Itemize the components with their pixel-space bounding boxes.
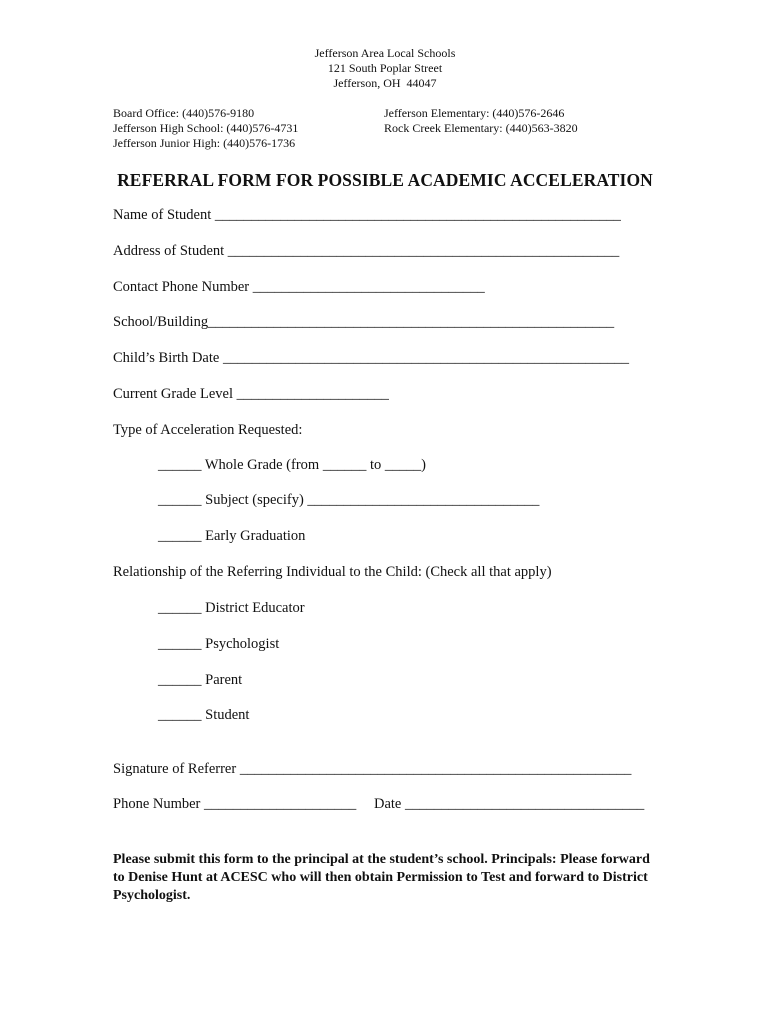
option-psychologist[interactable]: ______ Psychologist xyxy=(158,636,280,652)
relationship-heading: Relationship of the Referring Individual to the Child: (Check all that apply) xyxy=(113,564,552,580)
option-parent[interactable]: ______ Parent xyxy=(158,672,243,688)
org-city: Jefferson, OH 44047 xyxy=(333,76,437,90)
contact-rock-creek-elementary: Rock Creek Elementary: (440)563-3820 xyxy=(384,121,578,135)
org-street: 121 South Poplar Street xyxy=(327,61,443,75)
acceleration-heading: Type of Acceleration Requested: xyxy=(113,422,303,438)
birth-date-field[interactable]: Child’s Birth Date ________________________________________________________ xyxy=(113,350,629,366)
contact-jefferson-elementary: Jefferson Elementary: (440)576-2646 xyxy=(384,106,565,120)
option-district-educator[interactable]: ______ District Educator xyxy=(158,600,305,616)
contact-phone-field[interactable]: Contact Phone Number ________________________________ xyxy=(113,279,485,295)
student-address-field[interactable]: Address of Student ______________________________________________________ xyxy=(113,243,620,259)
grade-level-field[interactable]: Current Grade Level _____________________ xyxy=(113,386,389,402)
option-whole-grade[interactable]: ______ Whole Grade (from ______ to _____) xyxy=(158,457,426,473)
contact-high-school: Jefferson High School: (440)576-4731 xyxy=(113,121,299,135)
school-building-field[interactable]: School/Building________________________________________________________ xyxy=(113,314,615,330)
option-student[interactable]: ______ Student xyxy=(158,707,250,723)
phone-number-field[interactable]: Phone Number _____________________ xyxy=(113,796,357,812)
contact-board-office: Board Office: (440)576-9180 xyxy=(113,106,255,120)
contact-junior-high: Jefferson Junior High: (440)576-1736 xyxy=(113,136,296,150)
submission-instructions: Please submit this form to the principal at the student’s school. Principals: Please forward to Denise Hunt at ACESC who will then obtain Permission to Test and forward to District Psychologist. xyxy=(113,852,650,903)
option-early-graduation[interactable]: ______ Early Graduation xyxy=(158,528,306,544)
signature-field[interactable]: Signature of Referrer ______________________________________________________ xyxy=(113,761,632,777)
date-field[interactable]: Date _________________________________ xyxy=(374,796,645,812)
form-title: REFERRAL FORM FOR POSSIBLE ACADEMIC ACCELERATION xyxy=(117,170,653,190)
student-name-field[interactable]: Name of Student ________________________________________________________ xyxy=(113,207,621,223)
org-name: Jefferson Area Local Schools xyxy=(314,46,456,60)
option-subject[interactable]: ______ Subject (specify) ________________________________ xyxy=(158,492,540,508)
